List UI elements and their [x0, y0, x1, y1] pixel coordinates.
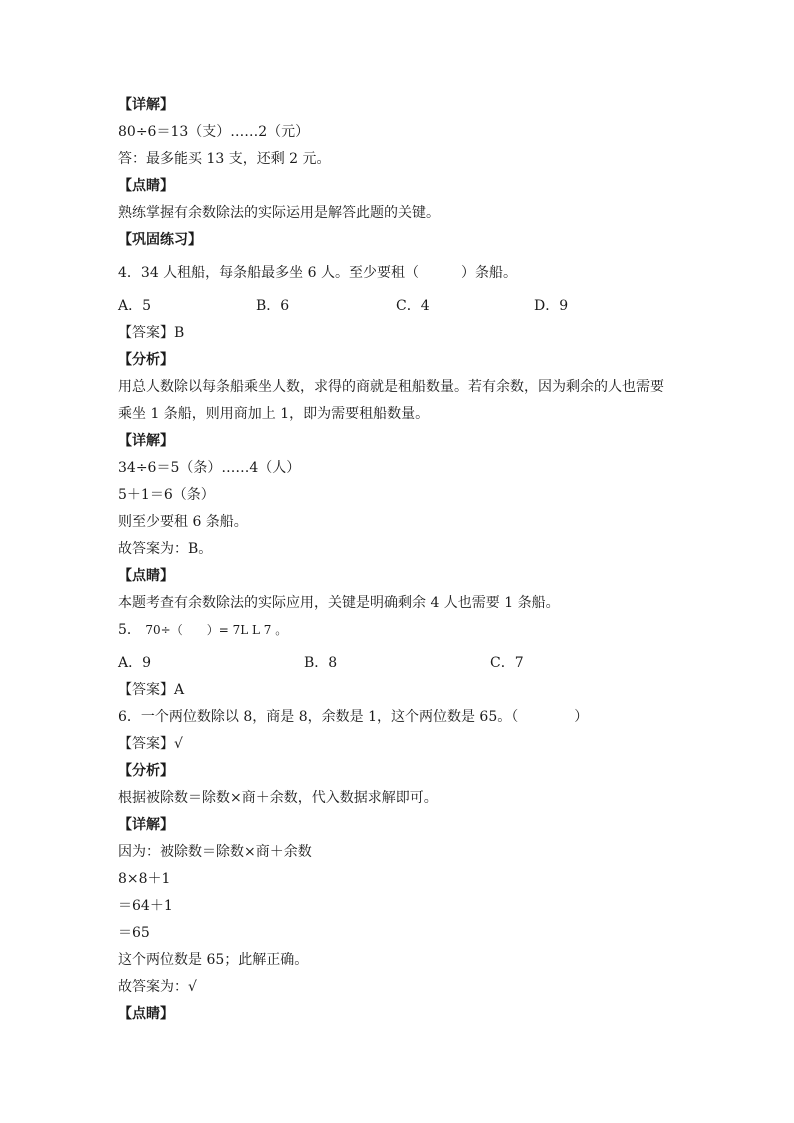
- answer-line: 【答案】A: [118, 682, 185, 698]
- option-c: C．4: [396, 298, 430, 314]
- section-heading-comment: 【点睛】: [118, 178, 174, 194]
- text-line: ＝64＋1: [118, 898, 173, 914]
- question-5-options: [118, 650, 698, 677]
- option-c: C．7: [490, 655, 524, 671]
- option-a: A．9: [118, 655, 152, 671]
- text-line: 这个两位数是 65；此解正确。: [118, 952, 309, 968]
- content: [118, 92, 698, 1028]
- section-heading-analysis: 【分析】: [118, 352, 174, 368]
- text-line: 本题考查有余数除法的实际应用，关键是明确剩余 4 人也需要 1 条船。: [118, 595, 560, 611]
- answer-line: 【答案】√: [118, 736, 183, 752]
- text-line: 80÷6＝13（支）……2（元）: [118, 124, 310, 140]
- question-5-expression: 70÷（ ）= 7L L 7 。: [145, 623, 288, 637]
- question-5-number: 5．: [118, 622, 141, 638]
- question-4: 4．34 人租船，每条船最多坐 6 人。至少要租（ ）条船。: [118, 265, 517, 281]
- text-line: 8×8＋1: [118, 871, 171, 887]
- section-heading-detail: 【详解】: [118, 817, 174, 833]
- text-line: 用总人数除以每条船乘坐人数，求得的商就是租船数量。若有余数，因为剩余的人也需要: [118, 379, 664, 395]
- section-heading-practice: 【巩固练习】: [118, 232, 202, 248]
- text-line: 5＋1＝6（条）: [118, 487, 215, 503]
- text-line: 因为：被除数＝除数×商＋余数: [118, 844, 312, 860]
- text-line: 则至少要租 6 条船。: [118, 514, 248, 530]
- text-line: 34÷6＝5（条）……4（人）: [118, 460, 301, 476]
- text-line: 答：最多能买 13 支，还剩 2 元。: [118, 151, 331, 167]
- section-heading-comment: 【点睛】: [118, 1006, 174, 1022]
- section-heading-detail: 【详解】: [118, 433, 174, 449]
- question-4-options: [118, 293, 698, 320]
- section-heading-comment: 【点睛】: [118, 568, 174, 584]
- option-a: A．5: [118, 298, 152, 314]
- text-line: 故答案为：B。: [118, 541, 213, 557]
- text-line: 乘坐 1 条船，则用商加上 1，即为需要租船数量。: [118, 406, 430, 422]
- option-d: D．9: [534, 298, 569, 314]
- text-line: 熟练掌握有余数除法的实际运用是解答此题的关键。: [118, 205, 440, 221]
- answer-line: 【答案】B: [118, 325, 185, 341]
- section-heading-analysis: 【分析】: [118, 763, 174, 779]
- text-line: 根据被除数＝除数×商＋余数，代入数据求解即可。: [118, 790, 438, 806]
- text-line: 故答案为：√: [118, 979, 197, 995]
- option-b: B．8: [304, 655, 338, 671]
- option-b: B．6: [256, 298, 290, 314]
- question-6: 6．一个两位数除以 8，商是 8，余数是 1，这个两位数是 65。（ ）: [118, 709, 589, 725]
- question-5: [118, 617, 698, 644]
- text-line: ＝65: [118, 925, 150, 941]
- section-heading-detail: 【详解】: [118, 97, 174, 113]
